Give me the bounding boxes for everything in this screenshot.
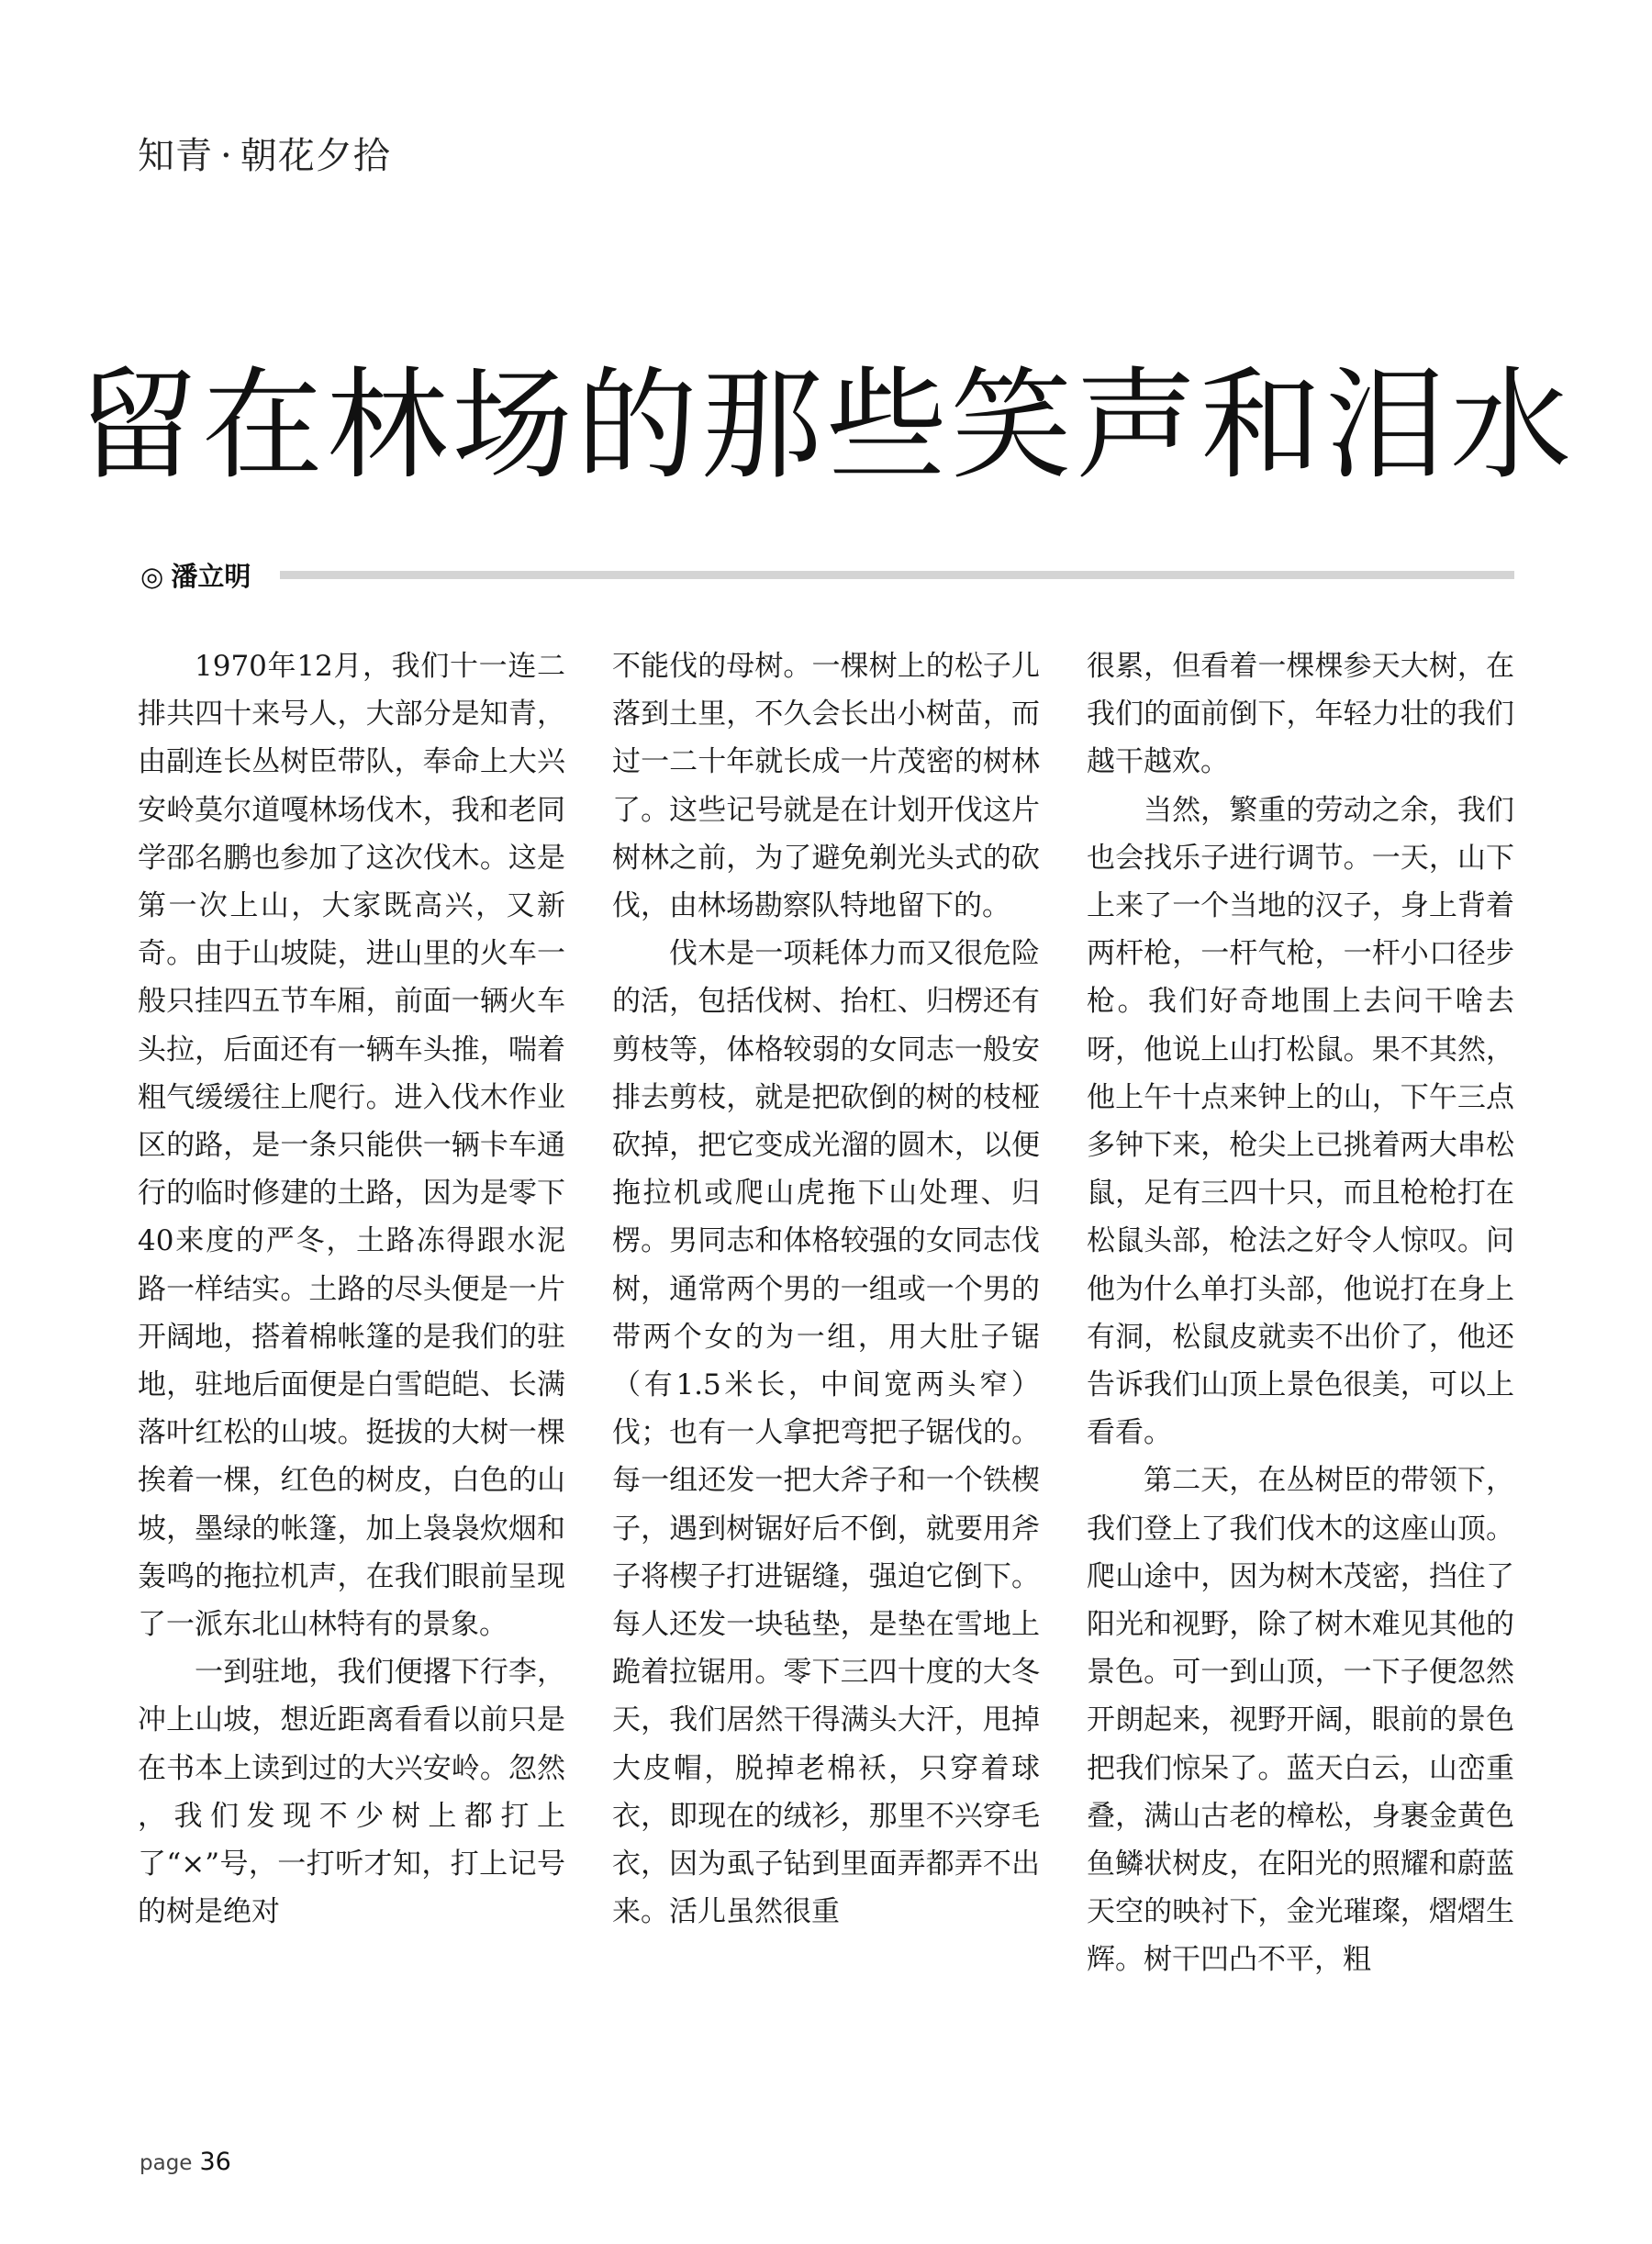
paragraph: 第二天，在丛树臣的带领下，我们登上了我们伐木的这座山顶。爬山途中，因为树木茂密，挡住了阳光和视野，除了树木难见其他的景色。可一到山顶，一下子便忽然开朗起来，视野开阔，眼前的景色把我们惊呆了。蓝天白云，山峦重叠，满山古老的樟松，身裹金黄色鱼鳞状树皮，在阳光的照耀和蔚蓝天空的映衬下，金光璀璨，熠熠生辉。树干凹凸不平，粗 xyxy=(1087,1464,1514,1977)
paragraph: 1970年12月，我们十一连二排共四十来号人，大部分是知青，由副连长丛树臣带队，奉命上大兴安岭莫尔道嘎林场伐木，我和老同学邵名鹏也参加了这次伐木。这是第一次上山，大家既高兴，又新奇。由于山坡陡，进山里的火车一般只挂四五节车厢，前面一辆火车头拉，后面还有一辆车头推，喘着粗气缓缓往上爬行。进入伐木作业区的路，是一条只能供一辆卡车通行的临时修建的土路，因为是零下40来度的严冬，土路冻得跟水泥路一样结实。土路的尽头便是一片开阔地，搭着棉帐篷的是我们的驻地，驻地后面便是白雪皑皑、长满落叶红松的山坡。挺拔的大树一棵挨着一棵，红色的树皮，白色的山坡，墨绿的帐篷，加上袅袅炊烟和轰鸣的拖拉机声，在我们眼前呈现了一派东北山林特有的景象。 xyxy=(138,650,565,1642)
text-column-2 xyxy=(612,642,1040,1984)
section-separator: · xyxy=(220,135,233,177)
author-line xyxy=(140,556,251,594)
byline-divider xyxy=(280,571,1514,579)
page-label: page xyxy=(140,2151,193,2175)
article-body xyxy=(138,642,1514,1984)
text-column-1 xyxy=(138,642,565,1984)
paragraph: 伐木是一项耗体力而又很危险的活，包括伐树、抬杠、归楞还有剪枝等，体格较弱的女同志一般安排去剪枝，就是把砍倒的树的枝桠砍掉，把它变成光溜的圆木，以便拖拉机或爬山虎拖下山处理、归楞。男同志和体格较强的女同志伐树，通常两个男的一组或一个男的带两个女的为一组，用大肚子锯（有1.5米长，中间宽两头窄）伐；也有一人拿把弯把子锯伐的。每一组还发一把大斧子和一个铁楔子，遇到树锯好后不倒，就要用斧子将楔子打进锯缝，强迫它倒下。每人还发一块毡垫，是垫在雪地上跪着拉锯用。零下三四十度的大冬天，我们居然干得满头大汗，甩掉大皮帽，脱掉老棉袄，只穿着球衣，即现在的绒衫，那里不兴穿毛衣，因为虱子钻到里面弄都弄不出来。活儿虽然很重 xyxy=(612,937,1040,1929)
paragraph-continued: 不能伐的母树。一棵树上的松子儿落到土里，不久会长出小树苗，而过一二十年就长成一片茂密的树林了。这些记号就是在计划开伐这片树林之前，为了避免剃光头式的砍伐，由林场勘察队特地留下的。 xyxy=(612,650,1040,923)
section-header xyxy=(138,127,391,179)
subsection-name: 朝花夕拾 xyxy=(240,135,391,177)
paragraph-continued: 很累，但看着一棵棵参天大树，在我们的面前倒下，年轻力壮的我们越干越欢。 xyxy=(1087,650,1514,779)
text-column-3 xyxy=(1087,642,1514,1984)
author-mark: ◎ xyxy=(140,560,164,592)
page-footer xyxy=(140,2148,231,2176)
paragraph: 一到驻地，我们便撂下行李，冲上山坡，想近距离看看以前只是在书本上读到过的大兴安岭。忽然 ，我们发现不少树上都打上了“×”号，一打听才知，打上记号的树是绝对 xyxy=(138,1656,565,1929)
paragraph: 当然，繁重的劳动之余，我们也会找乐子进行调节。一天，山下上来了一个当地的汉子，身上背着两杆枪，一杆气枪，一杆小口径步枪。我们好奇地围上去问干啥去呀，他说上山打松鼠。果不其然，他上午十点来钟上的山，下午三点多钟下来，枪尖上已挑着两大串松鼠，足有三四十只，而且枪枪打在松鼠头部，枪法之好令人惊叹。问他为什么单打头部，他说打在身上有洞，松鼠皮就卖不出价了，他还告诉我们山顶上景色很美，可以上看看。 xyxy=(1087,793,1514,1450)
article-title: 留在林场的那些笑声和泪水 xyxy=(77,355,1575,497)
page-number: 36 xyxy=(199,2148,231,2176)
byline xyxy=(140,556,1514,593)
author-name: 潘立明 xyxy=(171,560,251,592)
section-name: 知青 xyxy=(138,135,213,177)
